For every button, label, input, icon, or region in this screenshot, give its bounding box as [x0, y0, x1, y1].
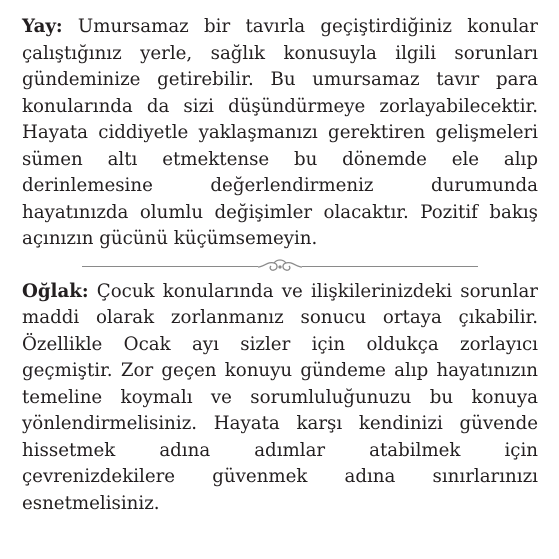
section-divider — [22, 253, 538, 279]
section-yay — [22, 14, 538, 253]
horoscope-page — [22, 14, 538, 517]
sign-heading-yay: Yay: — [22, 16, 63, 37]
section-oglak — [22, 279, 538, 518]
sign-heading-oglak: Oğlak: — [22, 280, 89, 302]
section-text-oglak: Çocuk konularında ve ilişkilerinizdeki sorunlar maddi olarak zorlanmanız sonucu ortaya çıkabilir. Özellikle Ocak ayı sizler için oldukça zorlayıcı geçmiştir. Zor geçen konuyu gündeme alıp hayatınızın temeline koymalı ve sorumluluğunuzu bu konuya yönlendirmelisiniz. Hayata karşı kendinizi güvende hissetmek adına adımlar atabilmek için çevrenizdekilere güvenmek adına sınırlarınızı esnetmelisiniz. — [22, 280, 538, 514]
divider-rule-left — [82, 266, 258, 267]
section-text-yay: Umursamaz bir tavırla geçiştirdiğiniz konular çalıştığınız yerle, sağlık konusuyla ilgili sorunları gündeminize getirebilir. Bu umursamaz tavır para konularında da sizi düşündürmeye zorlayabilecektir. Hayata ciddiyetle yaklaşmanızı gerektiren gelişmeleri sümen altı etmektense bu dönemde ele alıp derinlemesine değerlendirmeniz durumunda hayatınızda olumlu değişimler olacaktır. Pozitif bakış açınızın gücünü küçümsemeyin. — [22, 16, 538, 249]
divider-rule-right — [302, 266, 478, 267]
scroll-ornament-icon — [254, 255, 306, 277]
